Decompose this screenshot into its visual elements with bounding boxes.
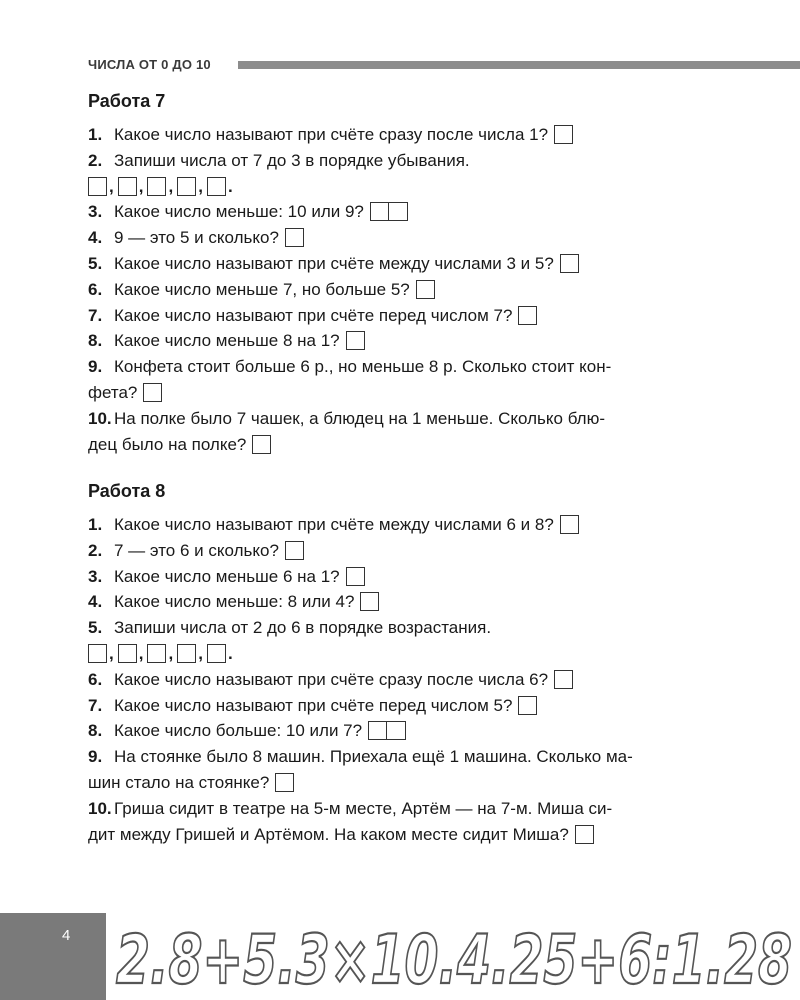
question [88,303,738,329]
work-8-title: Работа 8 [88,481,166,501]
double-answer-box[interactable] [368,721,406,740]
work-7-section [88,90,738,457]
answer-box[interactable] [370,202,389,221]
question [88,796,738,822]
question-number: 7. [88,695,103,715]
answer-box[interactable] [554,125,573,144]
question [88,277,738,303]
question [88,251,738,277]
answer-box[interactable] [560,515,579,534]
answer-box[interactable] [207,644,226,663]
answer-box[interactable] [147,177,166,196]
answer-box[interactable] [554,670,573,689]
answer-box[interactable] [560,254,579,273]
question [88,328,738,354]
page-number-block [0,913,106,1000]
question-number: 10. [88,798,112,818]
comma-separator: , [138,176,144,196]
question-text: фета? [88,382,138,402]
work-8-section [88,480,738,847]
question-text: Запиши числа от 2 до 6 в порядке возрастания. [114,618,492,638]
question [88,538,738,564]
decorative-numbers-banner [112,913,800,1000]
question-text: Какое число называют при счёте между числами 3 и 5? [114,253,554,273]
question-number: 1. [88,515,103,534]
question [88,744,738,770]
question-text: Какое число меньше: 8 или 4? [114,592,355,612]
answer-box[interactable] [177,644,196,663]
question-text: Какое число называют при счёте перед числом 5? [114,695,513,715]
answer-box[interactable] [275,773,294,792]
answer-box[interactable] [368,721,387,740]
question-text: Гриша сидит в театре на 5-м месте, Артём — на 7-м. Миша си- [114,798,613,818]
question-number: 6. [88,279,103,299]
comma-separator: , [198,643,203,663]
question [88,122,738,148]
answer-box[interactable] [575,825,594,844]
question-number: 6. [88,669,103,689]
question-number: 2. [88,540,103,560]
question-text: На полке было 7 чашек, а блюдец на 1 меньше. Сколько блю- [114,408,605,428]
question [88,718,738,744]
question-number: 4. [88,228,103,248]
answer-box[interactable] [118,177,137,196]
comma-separator: , [168,176,174,196]
page-number: 4 [62,927,71,944]
question-number: 8. [88,331,103,351]
page-footer [0,913,800,1000]
header-bar [238,61,800,69]
question-text: дит между Гришей и Артёмом. На каком месте сидит Миша? [88,824,569,844]
answer-row [88,174,738,200]
answer-box[interactable] [389,202,408,221]
answer-box[interactable] [346,331,365,350]
question-number: 5. [88,253,103,273]
question-number: 1. [88,125,103,144]
answer-box[interactable] [147,644,166,663]
answer-row [88,641,738,667]
question-continuation [88,770,738,796]
question [88,225,738,251]
double-answer-box[interactable] [370,202,408,221]
comma-separator: , [138,643,144,663]
answer-box[interactable] [285,541,304,560]
question-number: 4. [88,592,103,612]
answer-box[interactable] [387,721,406,740]
answer-box[interactable] [518,306,537,325]
question-text: Какое число меньше 6 на 1? [114,566,340,586]
question-text: Какое число называют при счёте перед числом 7? [114,305,513,325]
question [88,199,738,225]
question [88,406,738,432]
answer-box[interactable] [518,696,537,715]
question-number: 2. [88,150,103,170]
question-text: Какое число меньше 7, но больше 5? [114,279,410,299]
answer-box[interactable] [360,592,379,611]
question [88,148,738,174]
question-continuation [88,822,738,848]
question-number: 8. [88,721,103,741]
question-text: Конфета стоит больше 6 р., но меньше 8 р. Сколько стоит кон- [114,357,612,377]
question [88,512,738,538]
period-separator: . [227,643,233,663]
question-text: Какое число называют при счёте сразу после числа 6? [114,669,549,689]
decorative-numbers-text: 2.8+5.3×10.4.25+6:1.28 [116,921,792,1000]
question-text: На стоянке было 8 машин. Приехала ещё 1 машина. Сколько ма- [114,747,633,767]
question-text: шин стало на стоянке? [88,772,270,792]
question-text: дец было на полке? [88,434,247,454]
work-7-title: Работа 7 [88,91,166,111]
question [88,564,738,590]
question-number: 3. [88,202,103,222]
question [88,693,738,719]
comma-separator: , [168,643,174,663]
running-header [88,57,800,73]
comma-separator: , [109,176,114,196]
question [88,615,738,641]
question-number: 9. [88,747,103,767]
question-text: Какое число называют при счёте сразу после числа 1? [114,125,549,144]
question-number: 5. [88,618,103,638]
question [88,667,738,693]
question-number: 7. [88,305,103,325]
question-text: Какое число больше: 10 или 7? [114,721,363,741]
question-text: Какое число меньше 8 на 1? [114,331,340,351]
answer-box[interactable] [416,280,435,299]
question-number: 10. [88,408,112,428]
answer-box[interactable] [207,177,226,196]
question-continuation [88,380,738,406]
comma-separator: , [109,643,114,663]
question-text: Запиши числа от 7 до 3 в порядке убывания. [114,150,470,170]
answer-box[interactable] [346,567,365,586]
comma-separator: , [198,176,203,196]
answer-box[interactable] [143,383,162,402]
answer-box[interactable] [177,177,196,196]
question [88,354,738,380]
question-text: Какое число меньше: 10 или 9? [114,202,364,222]
answer-box[interactable] [88,644,107,663]
question [88,589,738,615]
answer-box[interactable] [252,435,271,454]
answer-box[interactable] [118,644,137,663]
question-text: Какое число называют при счёте между числами 6 и 8? [114,515,554,534]
question-text: 7 — это 6 и сколько? [114,540,279,560]
question-number: 9. [88,357,103,377]
period-separator: . [227,176,233,196]
question-number: 3. [88,566,103,586]
answer-box[interactable] [285,228,304,247]
answer-box[interactable] [88,177,107,196]
question-text: 9 — это 5 и сколько? [114,228,279,248]
question-continuation [88,432,738,458]
chapter-title: ЧИСЛА ОТ 0 ДО 10 [88,57,211,72]
